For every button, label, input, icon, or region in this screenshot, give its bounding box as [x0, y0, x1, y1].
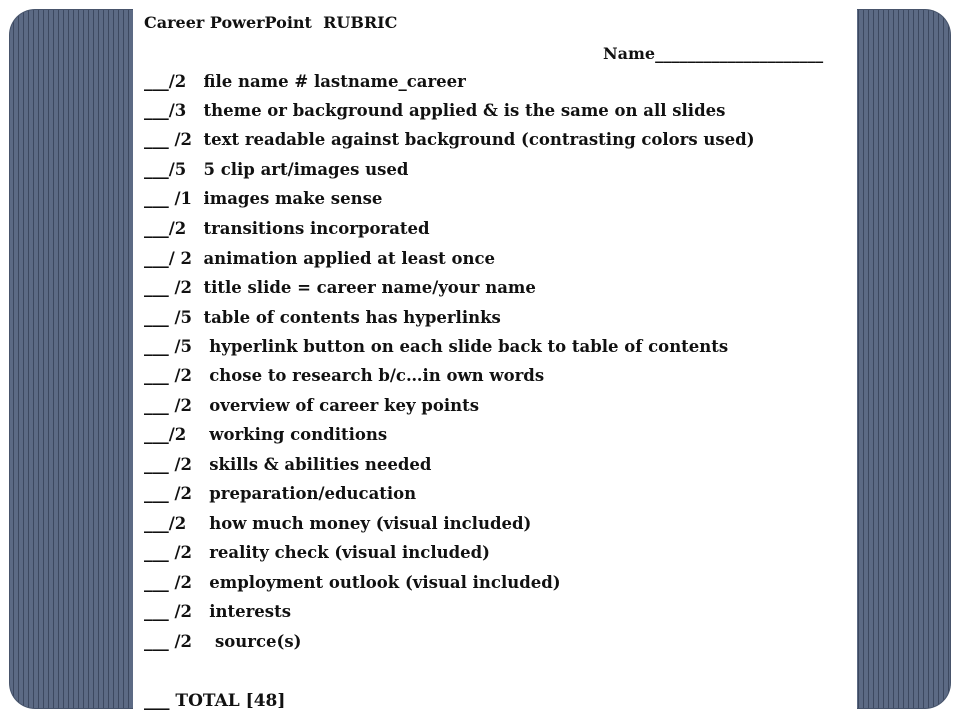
rubric-item: ___/2 transitions incorporated: [144, 219, 430, 238]
rubric-item: ___ /2 reality check (visual included): [144, 543, 490, 562]
rubric-item: ___ /2 title slide = career name/your name: [144, 278, 536, 297]
rubric-item: ___ /2 text readable against background (contrasting colors used): [144, 130, 755, 149]
rubric-item: ___ /2 overview of career key points: [144, 396, 480, 415]
rubric-total: ___ TOTAL [48]: [144, 691, 286, 711]
rubric-item: ___ /1 images make sense: [144, 189, 383, 208]
rubric-item: ___/2 working conditions: [144, 425, 388, 444]
rubric-item: ___ /2 employment outlook (visual included): [144, 573, 561, 592]
rubric-item: ___ /5 table of contents has hyperlinks: [144, 308, 501, 327]
rubric-item: ___ /2 preparation/education: [144, 484, 417, 503]
rubric-item: ___/3 theme or background applied & is the same on all slides: [144, 101, 726, 120]
rubric-item: ___/ 2 animation applied at least once: [144, 249, 496, 268]
rubric-item: ___/2 how much money (visual included): [144, 514, 532, 533]
name-field: Name_____________________: [603, 44, 824, 63]
rubric-item: ___/2 file name # lastname_career: [144, 72, 466, 91]
rubric-item: ___ /2 interests: [144, 602, 292, 621]
rubric-item: ___/5 5 clip art/images used: [144, 160, 409, 179]
rubric-item: ___ /5 hyperlink button on each slide back to table of contents: [144, 337, 729, 356]
rubric-item: ___ /2 skills & abilities needed: [144, 455, 432, 474]
rubric-item: ___ /2 source(s): [144, 632, 302, 651]
rubric-title: Career PowerPoint RUBRIC: [144, 13, 398, 32]
rubric-item: ___ /2 chose to research b/c…in own words: [144, 366, 545, 385]
